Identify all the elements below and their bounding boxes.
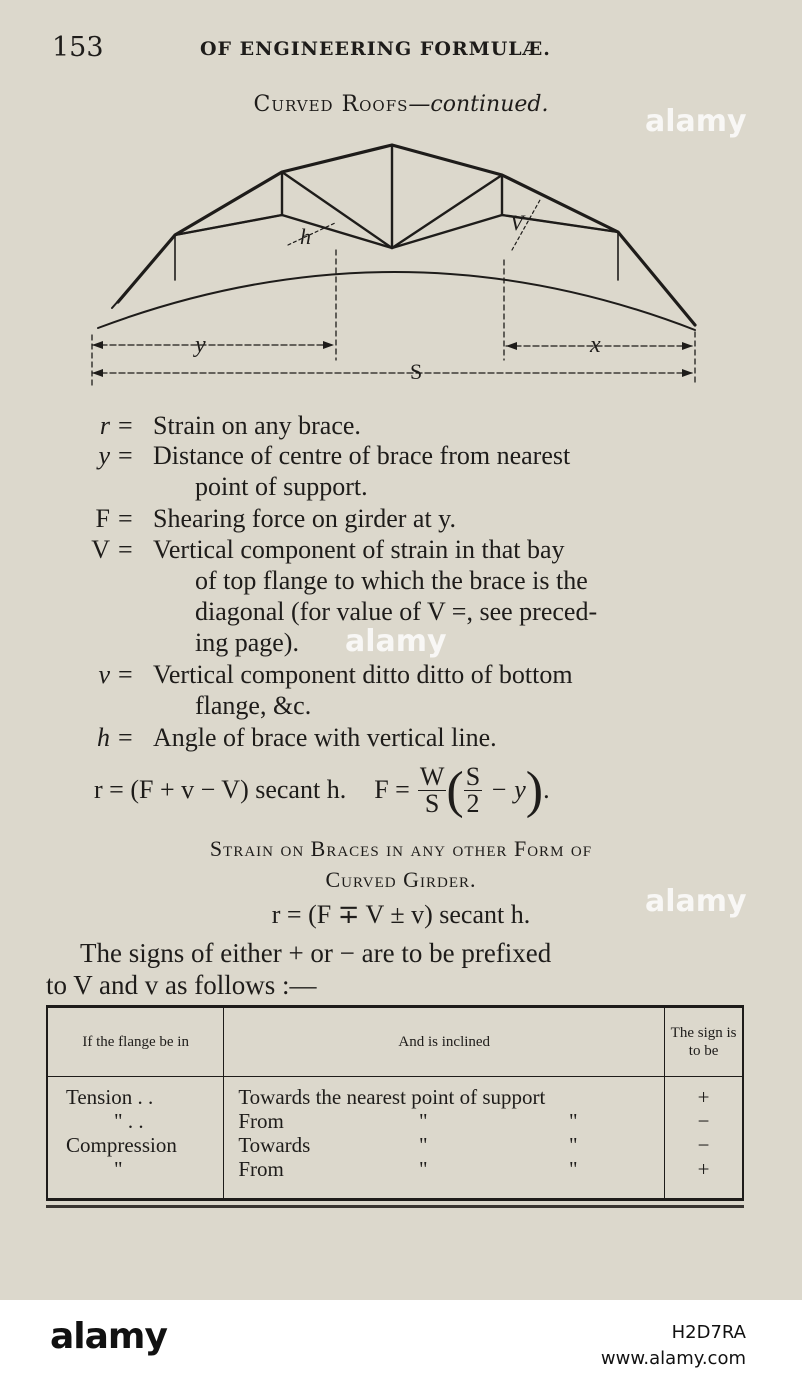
inclination: From " " xyxy=(238,1109,578,1133)
def-text: point of support. xyxy=(195,472,368,501)
label-y: y xyxy=(195,332,206,358)
paragraph-line1: The signs of either + or − are to be prefixed xyxy=(80,938,552,968)
bottom-chord xyxy=(98,272,695,330)
formula-left: r = (F + v − V) secant h. xyxy=(94,775,347,804)
watermark-overlay: alamy xyxy=(645,884,747,919)
def-symbol-v: v xyxy=(98,660,110,689)
label-V: V xyxy=(510,210,524,235)
def-text: flange, &c. xyxy=(195,691,312,720)
section2-title-line1: Strain on Braces in any other Form of xyxy=(209,836,593,861)
truss-diagonal xyxy=(392,175,502,248)
header-inclined: And is inclined xyxy=(224,1007,665,1077)
running-title: OF ENGINEERING FORMULÆ. xyxy=(200,38,551,60)
def-symbol-r: r xyxy=(99,411,110,440)
def-text: Strain on any brace. xyxy=(153,411,361,440)
flange-state: " . . xyxy=(114,1109,144,1133)
formula-end: . xyxy=(543,775,550,804)
truss-lower-chord xyxy=(175,215,618,248)
def-text: diagonal (for value of V =, see preced- xyxy=(195,597,598,626)
sign-value: − xyxy=(697,1109,710,1133)
curved-roof-truss-diagram xyxy=(0,120,802,410)
label-s: S xyxy=(410,359,423,384)
def-text: Vertical component of strain in that bay xyxy=(153,535,565,564)
section2-title-line2: Curved Girder. xyxy=(325,867,477,892)
inclination: Towards " " xyxy=(238,1133,578,1157)
fraction-w-over-s: $\frac{W}{S}$ xyxy=(419,761,445,818)
watermark-overlay: alamy xyxy=(645,104,747,139)
def-text: Shearing force on girder at y. xyxy=(153,504,456,533)
truss-diagonal xyxy=(282,172,392,248)
header-flange: If the flange be in xyxy=(47,1007,224,1077)
paragraph-line2: to V and v as follows :— xyxy=(46,970,317,1000)
label-x: x xyxy=(590,332,601,358)
sign-table xyxy=(46,1005,744,1201)
sign-value: + xyxy=(697,1085,710,1109)
flange-state: Compression xyxy=(66,1133,177,1157)
header-sign: The sign is to be xyxy=(665,1007,743,1077)
table-underline xyxy=(46,1205,744,1208)
watermark-overlay: alamy xyxy=(345,624,447,659)
top-chord xyxy=(118,145,695,325)
def-symbol-h: h xyxy=(97,723,110,752)
section-title-continued: —continued. xyxy=(408,92,549,117)
def-text: Vertical component ditto ditto of bottom xyxy=(153,660,573,689)
formula-tail: − y xyxy=(490,775,526,804)
formula-f-lhs: F = xyxy=(374,775,410,804)
inclination: From " " xyxy=(238,1157,578,1181)
def-text: ing page). xyxy=(195,628,299,657)
formula-strain-other: r = (F ∓ V ± v) secant h. xyxy=(271,900,531,929)
inclination: Towards the nearest point of support xyxy=(238,1085,546,1109)
def-symbol-F: F xyxy=(95,504,110,533)
watermark-url: www.alamy.com xyxy=(600,1348,746,1369)
watermark-logo: alamy xyxy=(50,1316,167,1357)
fraction-s-over-2: $\frac{S}{2}$ xyxy=(465,761,481,818)
sign-value: + xyxy=(697,1157,710,1181)
def-text: Distance of centre of brace from nearest xyxy=(153,441,571,470)
section-title-main: Curved Roofs xyxy=(253,92,409,117)
def-text: of top flange to which the brace is the xyxy=(195,566,588,595)
page-number: 153 xyxy=(52,32,104,63)
formula-strain-brace: r = (F + v − V) secant h. F = $\frac{W}{S}$ ( $\frac{S}{2}$ − y ) . xyxy=(94,761,550,819)
sign-value: − xyxy=(697,1133,710,1157)
flange-state: " xyxy=(114,1157,123,1181)
label-h: h xyxy=(300,224,311,249)
def-symbol-V: V xyxy=(91,535,110,564)
watermark-image-id: H2D7RA xyxy=(671,1322,746,1343)
def-text: Angle of brace with vertical line. xyxy=(153,723,497,752)
book-page: 153 OF ENGINEERING FORMULÆ. Curved Roofs—continued. h V y x S r = Strain on any brace. y = Distance of centre of brace from nearest point of support. F = Shearing force on girder at y. V = Vertical component of strain in that bay of top flange to which the brace is the diagonal (for value of V =, see preced- ing page). v = Vertical component ditto ditto of bottom flange, &c. h = Angle of brace with vertical line. r = (F + v − V) secant h. F = $\frac{W}{S}$ ( $\frac{S}{2}$ − y ) . Strain on Braces in any other Form of Curved Girder. r = (F ∓ V ± v) secant h. The signs of either + or − are to be prefixed to V and v as follows :— If the flange be in And is inclined The sign is to be Tension . . " . . Compression " Towards the nearest point of support From " " Towards " " From " " + − − + alamy alamy alamy xyxy=(0,0,802,1300)
flange-state: Tension . . xyxy=(66,1085,154,1109)
def-symbol-y: y xyxy=(98,441,110,470)
